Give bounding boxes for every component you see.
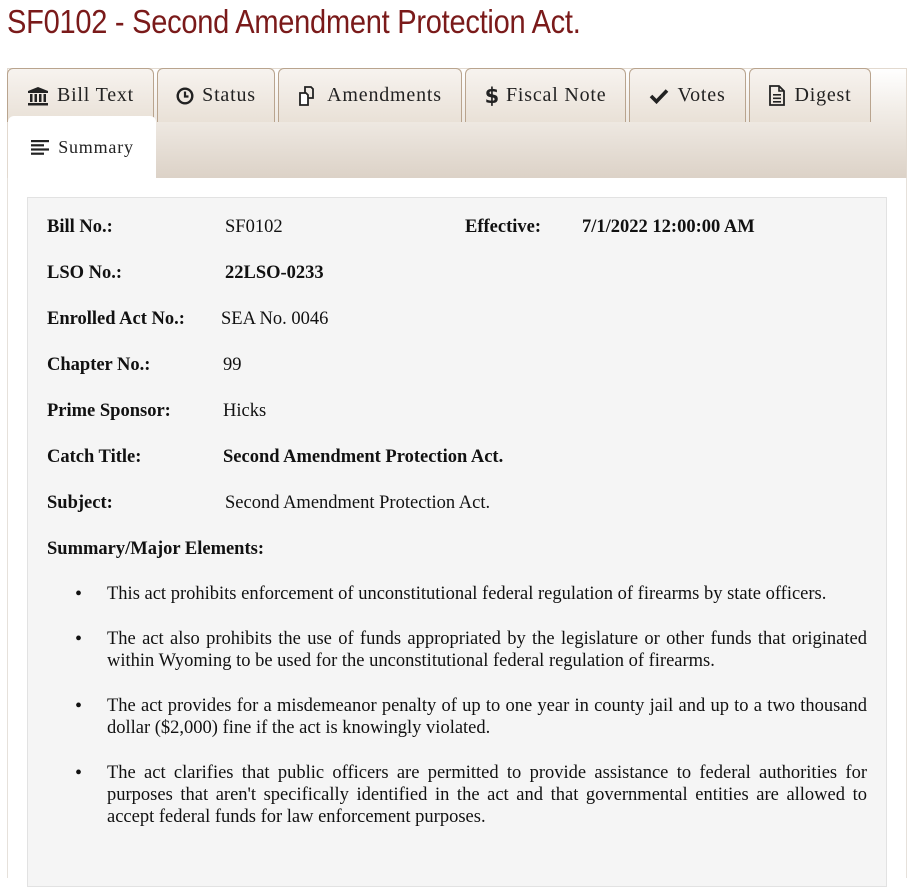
tab-amendments[interactable] bbox=[278, 68, 462, 122]
list-item: • The act also prohibits the use of funds appropriated by the legislature or other funds that originated within Wyoming to be used for the unconstitutional federal regulation of firearms. bbox=[107, 628, 867, 672]
tab-label: Amendments bbox=[327, 84, 442, 106]
list-item: • This act prohibits enforcement of unconstitutional federal regulation of firearms by state officers. bbox=[107, 583, 867, 605]
copy-icon bbox=[298, 86, 319, 106]
check-icon bbox=[649, 88, 669, 104]
bank-icon bbox=[27, 86, 49, 106]
tab-label: Bill Text bbox=[56, 84, 135, 106]
clock-icon bbox=[176, 87, 194, 105]
document-icon bbox=[768, 85, 786, 106]
tab-fiscal-note[interactable] bbox=[465, 68, 626, 122]
catch-title-label: Catch Title: bbox=[47, 447, 142, 467]
summary-elements-label: Summary/Major Elements: bbox=[47, 539, 264, 559]
catch-title-value: Second Amendment Protection Act. bbox=[223, 447, 504, 467]
subject-value: Second Amendment Protection Act. bbox=[225, 493, 491, 513]
subject-label: Subject: bbox=[47, 493, 113, 513]
tab-summary[interactable] bbox=[8, 116, 156, 178]
list-item: • The act clarifies that public officers are permitted to provide assistance to federal authorities for purposes that aren't specifically identified in the act and that governmental entities are allowed to accept federal funds for law enforcement purposes. bbox=[107, 762, 867, 828]
tab-votes[interactable] bbox=[629, 68, 746, 122]
dollar-icon: $ bbox=[484, 83, 500, 108]
tab-label: Digest bbox=[794, 84, 852, 106]
chapter-no-value: 99 bbox=[223, 355, 242, 375]
bill-no-label: Bill No.: bbox=[47, 217, 113, 237]
effective-value: 7/1/2022 12:00:00 AM bbox=[582, 217, 755, 237]
align-left-icon bbox=[30, 139, 50, 155]
tab-label: Votes bbox=[677, 84, 726, 106]
chapter-no-label: Chapter No.: bbox=[47, 355, 151, 375]
tab-label: Fiscal Note bbox=[505, 84, 607, 106]
page-title: SF0102 - Second Amendment Protection Act. bbox=[7, 3, 581, 40]
bill-no-value: SF0102 bbox=[225, 217, 283, 237]
effective-label: Effective: bbox=[465, 217, 542, 237]
tab-label: Status bbox=[202, 84, 256, 106]
enrolled-act-value: SEA No. 0046 bbox=[221, 309, 329, 329]
tab-digest[interactable] bbox=[749, 68, 871, 122]
lso-no-value: 22LSO-0233 bbox=[225, 263, 324, 283]
tab-bill-text[interactable] bbox=[7, 68, 154, 122]
tab-status[interactable] bbox=[157, 68, 275, 122]
list-item: • The act provides for a misdemeanor penalty of up to one year in county jail and up to a two thousand dollar ($2,000) fine if the act is knowingly violated. bbox=[107, 695, 867, 739]
summary-elements-list bbox=[107, 583, 867, 851]
prime-sponsor-value: Hicks bbox=[223, 401, 267, 421]
prime-sponsor-label: Prime Sponsor: bbox=[47, 401, 171, 421]
tab-label: Summary bbox=[58, 136, 134, 157]
lso-no-label: LSO No.: bbox=[47, 263, 123, 283]
enrolled-act-label: Enrolled Act No.: bbox=[47, 309, 185, 329]
